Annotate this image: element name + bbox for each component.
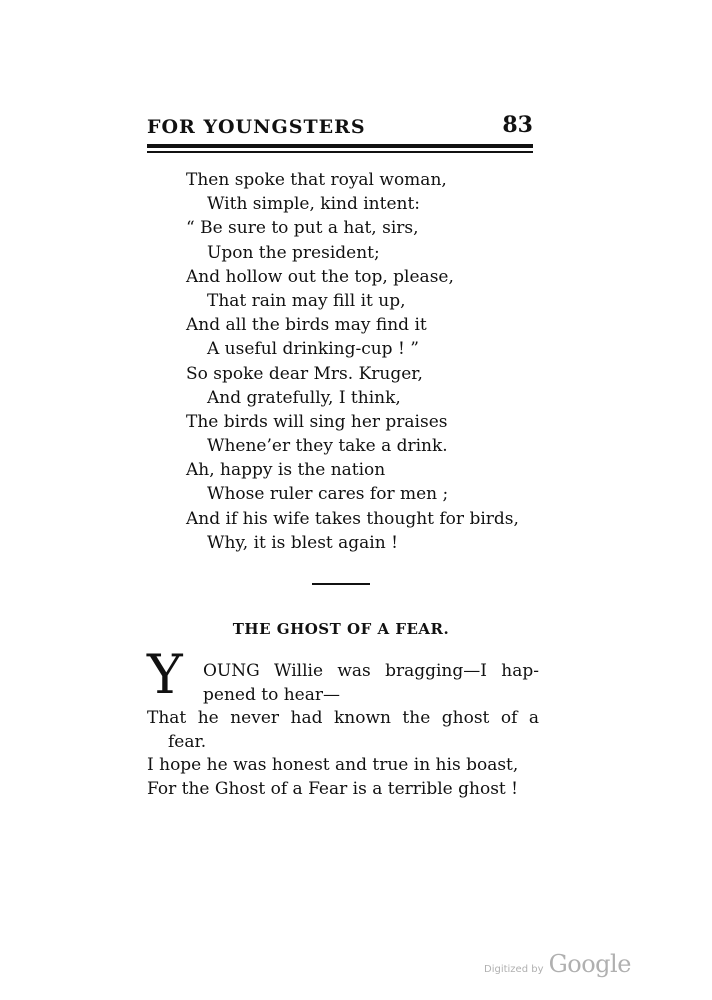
poem-line: “ Be sure to put a hat, sirs, [186, 218, 419, 239]
section-title: THE GHOST OF A FEAR. [232, 620, 450, 638]
body-line: For the Ghost of a Fear is a terrible ghost ! [147, 778, 518, 799]
page-number: 83 [502, 112, 533, 138]
section-body [147, 660, 539, 801]
poem-line: So spoke dear Mrs. Kruger, [186, 363, 423, 384]
body-line: OUNG Willie was bragging—I hap- [203, 661, 539, 681]
poem-line: Whene’er they take a drink. [207, 436, 448, 457]
poem-line: Whose ruler cares for men ; [207, 484, 449, 505]
drop-cap: Y [147, 643, 183, 706]
poem-line: And all the birds may find it [186, 315, 427, 336]
poem-line: And hollow out the top, please, [186, 266, 454, 287]
running-head [147, 112, 533, 142]
poem-line: And if his wife takes thought for birds, [186, 508, 519, 529]
running-title: FOR YOUNGSTERS [147, 116, 366, 138]
poem-line: Then spoke that royal woman, [186, 170, 447, 190]
body-line: I hope he was honest and true in his boast, [147, 755, 519, 775]
watermark-prefix: Digitized by [484, 964, 544, 975]
header-rule-thin [147, 151, 533, 153]
poem-line: A useful drinking-cup ! ” [207, 339, 419, 360]
poem-line: And gratefully, I think, [207, 387, 401, 408]
poem-stanza [186, 168, 546, 555]
body-line: pened to hear— [203, 684, 340, 705]
poem-line: Ah, happy is the nation [186, 460, 386, 481]
poem-line: Why, it is blest again ! [207, 532, 398, 553]
digitized-watermark [484, 950, 631, 978]
header-rule-thick [147, 144, 533, 148]
poem-line: Upon the president; [207, 242, 380, 263]
poem-line: That rain may fill it up, [207, 290, 406, 311]
poem-line: With simple, kind intent: [207, 194, 421, 215]
poem-line: The birds will sing her praises [186, 411, 448, 432]
body-line: fear. [168, 731, 207, 752]
body-line: That he never had known the ghost of a [147, 708, 539, 728]
google-logo: Google [548, 950, 631, 978]
section-divider [312, 583, 370, 585]
